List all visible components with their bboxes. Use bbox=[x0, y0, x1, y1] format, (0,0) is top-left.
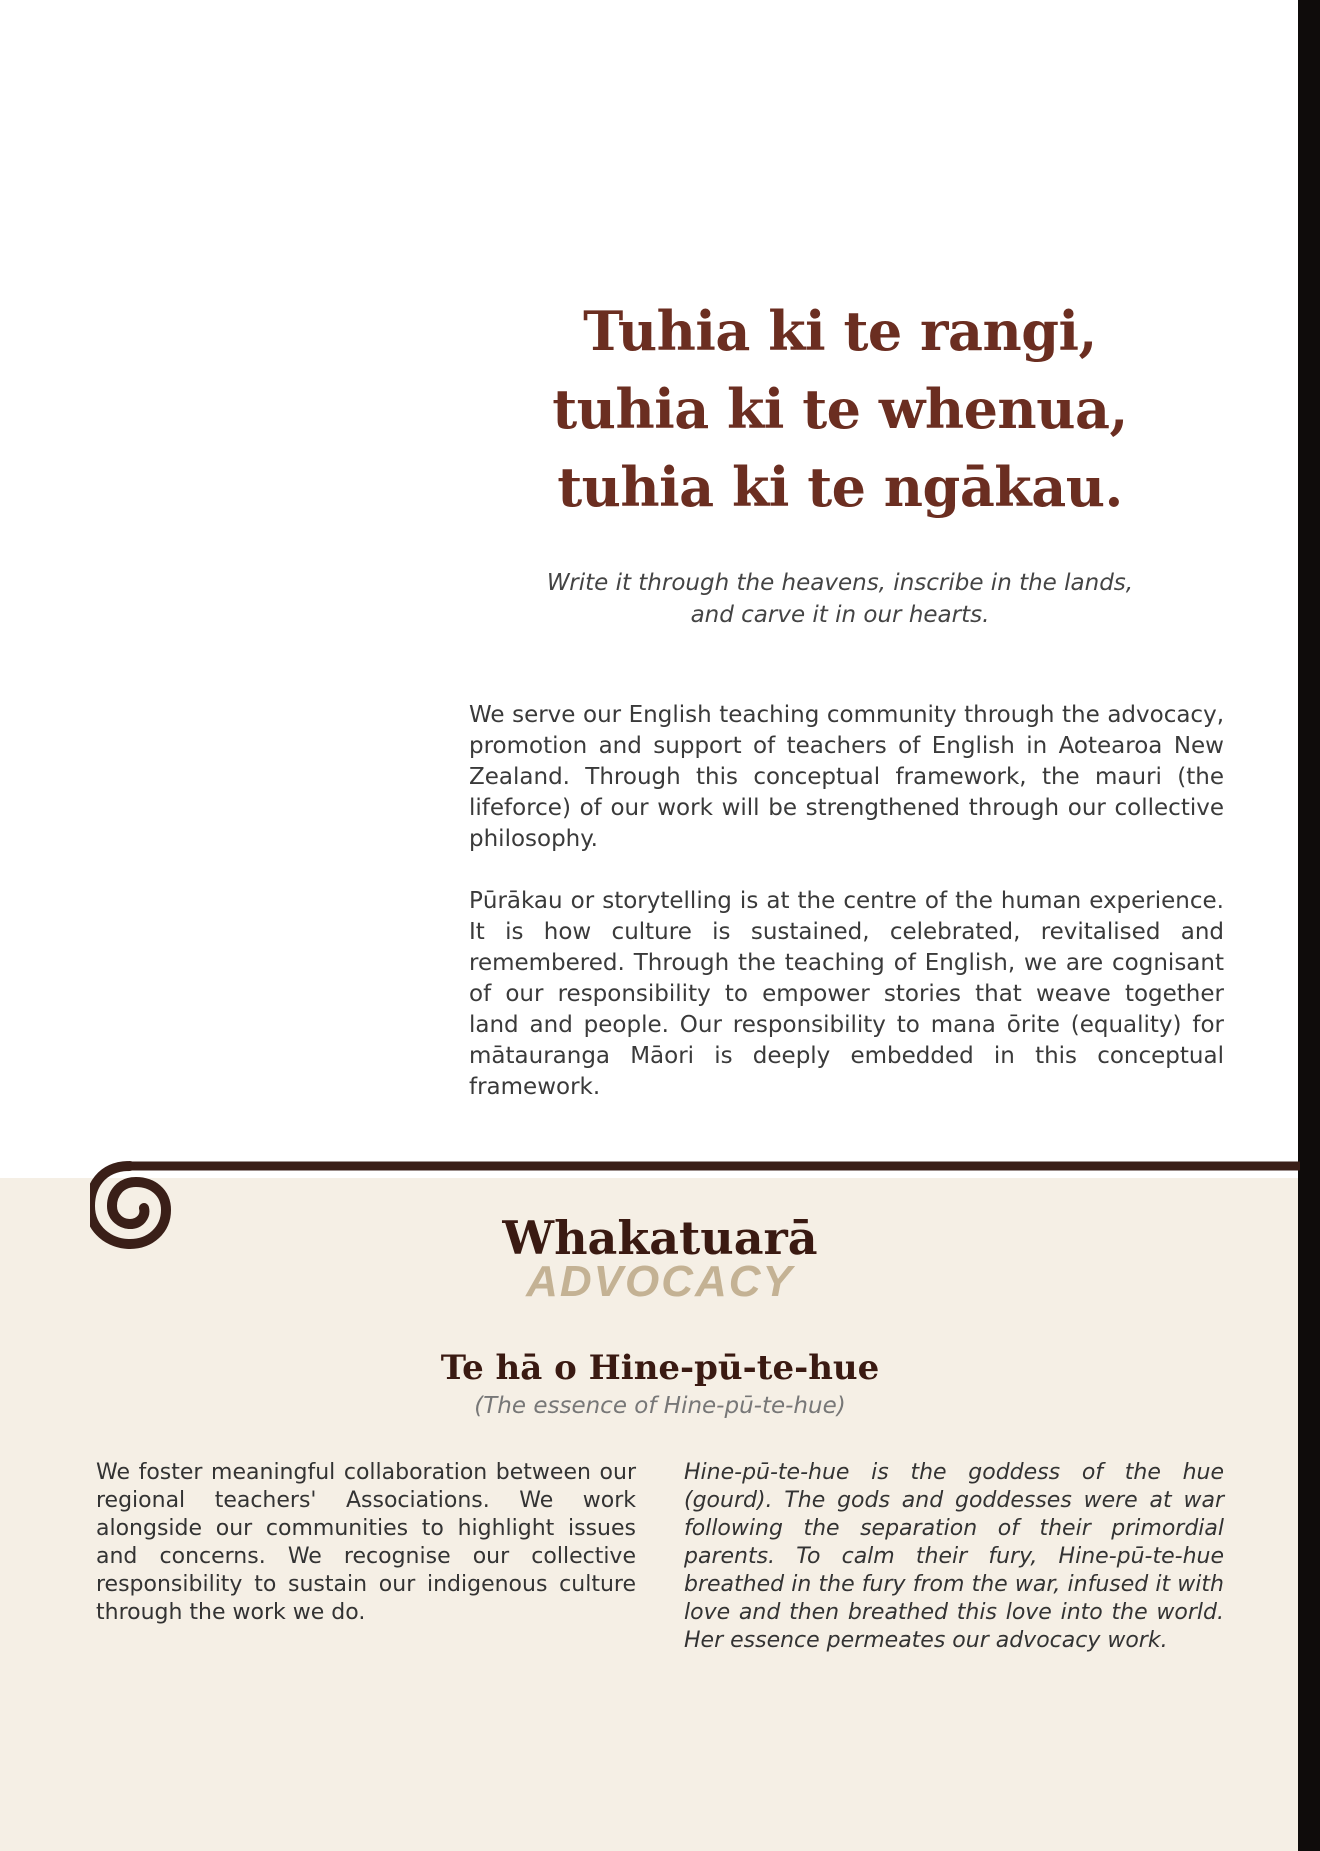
heading-line-3: tuhia ki te ngākau. bbox=[557, 455, 1123, 519]
heading-line-2: tuhia ki te whenua, bbox=[552, 377, 1128, 441]
section-title: Whakatuarā bbox=[502, 1211, 818, 1265]
left-column-text: We foster meaningful collaboration between our regional teachers' Associations. We work alongside our communities to highlight issues and concerns. We recognise our collective responsibility to sustain our indigenous culture through the work we do. bbox=[96, 1460, 636, 1625]
english-translation bbox=[480, 567, 1200, 631]
whakatauki-heading bbox=[480, 292, 1200, 526]
intro-paragraph-2: Pūrākau or storytelling is at the centre of the human experience. It is how culture is sustained, celebrated, revitalised and remembered. Through the teaching of English, we are cognisant of our responsibility to empower stories that weave together land and people. Our responsibility to mana ōrite (equality) for mātauranga Māori is deeply embedded in this conceptual framework. bbox=[469, 888, 1224, 1100]
translation-line-2: and carve it in our hearts. bbox=[690, 602, 990, 628]
translation-line-1: Write it through the heavens, inscribe in the lands, bbox=[546, 570, 1134, 596]
sub-caption: (The essence of Hine-pū-te-hue) bbox=[474, 1393, 846, 1419]
page-edge-bar bbox=[1298, 0, 1320, 1851]
section-subtitle: ADVOCACY bbox=[526, 1257, 794, 1306]
heading-line-1: Tuhia ki te rangi, bbox=[583, 299, 1097, 363]
koru-spiral bbox=[90, 1166, 166, 1244]
intro-paragraph-1: We serve our English teaching community through the advocacy, promotion and support of teachers of English in Aotearoa New Zealand. Through this conceptual framework, the mauri (the lifeforce) of our work will be strengthened through our collective philosophy. bbox=[469, 702, 1224, 852]
sub-heading: Te hā o Hine-pū-te-hue bbox=[440, 1348, 880, 1388]
right-column-text: Hine-pū-te-hue is the goddess of the hue (gourd). The gods and goddesses were at war following the separation of their primordial parents. To calm their fury, Hine-pū-te-hue breathed in the fury from the war, infused it with love and then breathed this love into the world. Her essence permeates our advocacy work. bbox=[684, 1460, 1224, 1653]
